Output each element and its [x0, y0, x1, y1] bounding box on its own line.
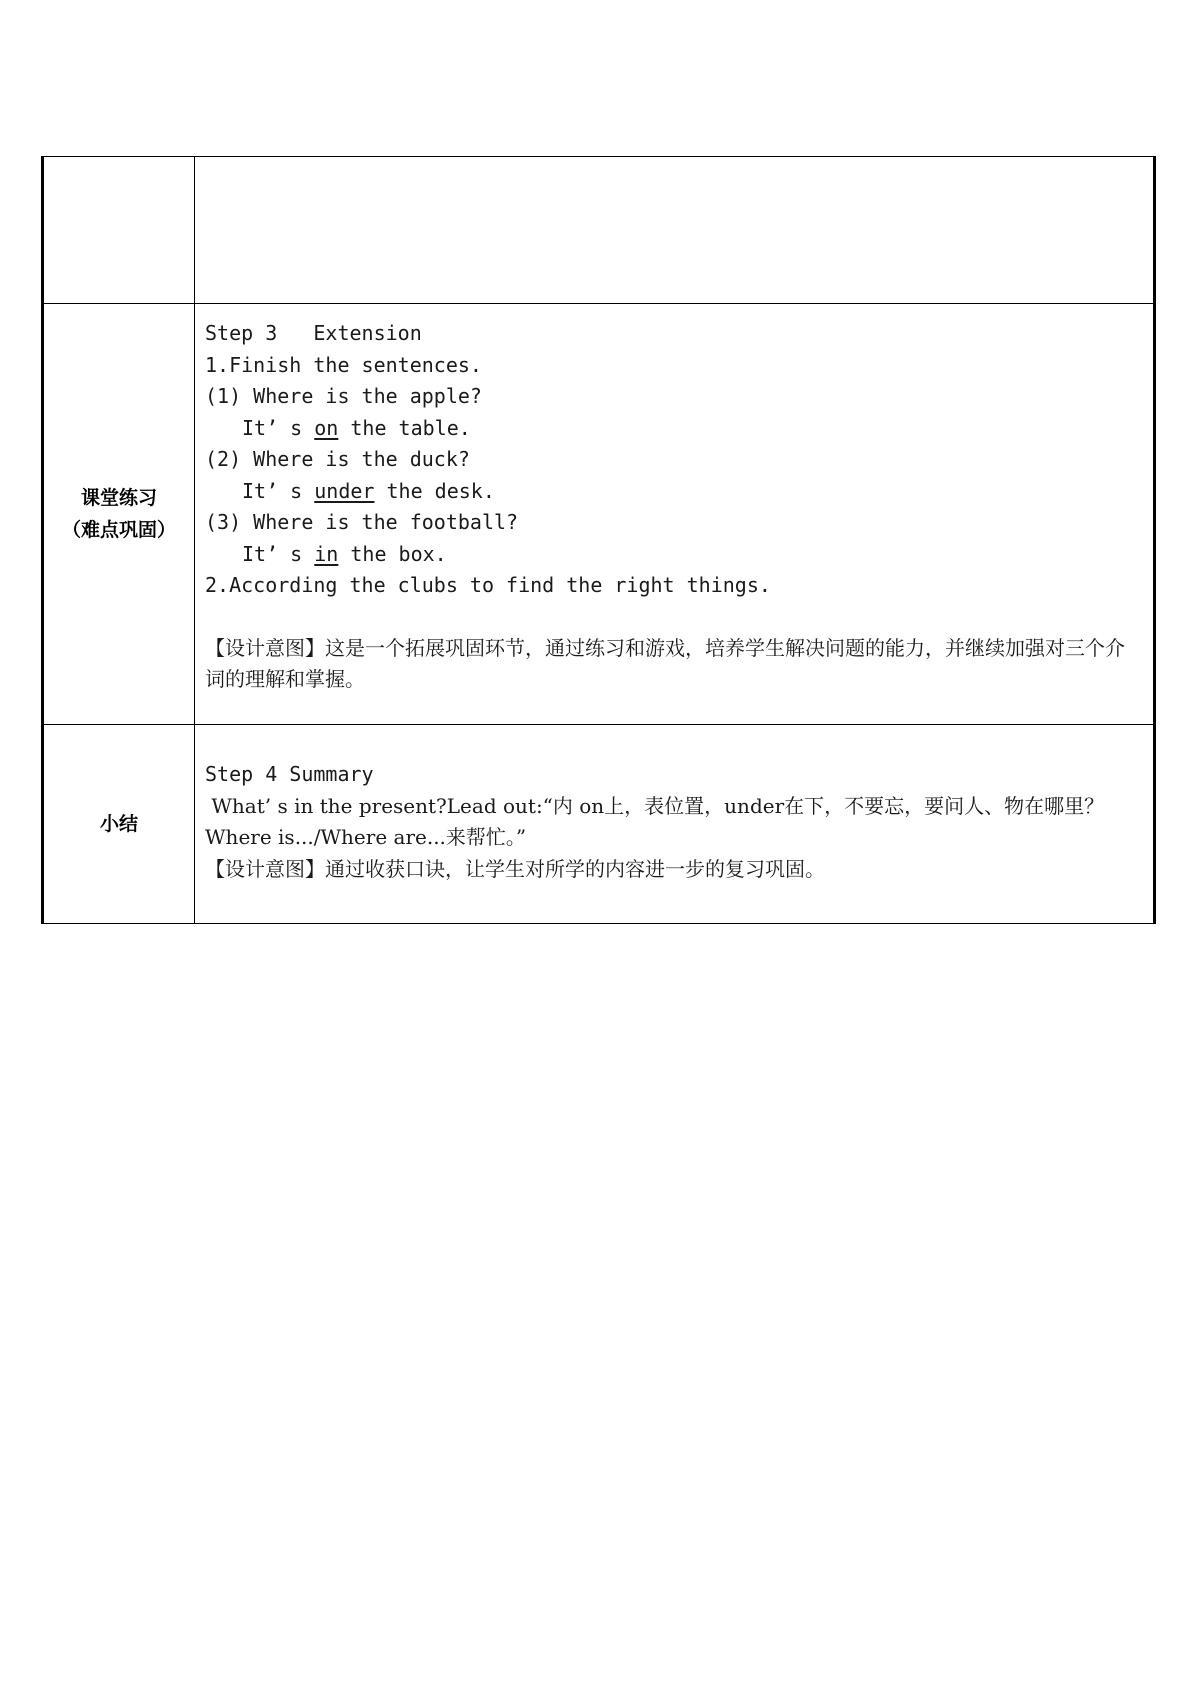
answer-2 [205, 476, 1143, 508]
spacer [205, 602, 1143, 633]
label-practice-line1: 课堂练习 [80, 487, 157, 509]
table-row [43, 157, 1155, 304]
row-label-empty [43, 157, 195, 304]
answer-3 [205, 539, 1143, 571]
table-row [43, 304, 1155, 725]
answer-3-post: the box. [338, 541, 447, 566]
question-1: (1) Where is the apple? [205, 384, 482, 408]
question-3: (3) Where is the football? [205, 510, 519, 534]
task2-text: 2.According the clubs to find the right things. [205, 573, 771, 597]
row-label-summary: 小结 [43, 725, 195, 924]
answer-1-pre: It’ s [242, 415, 315, 440]
design-intent-practice: 【设计意图】这是一个拓展巩固环节，通过练习和游戏，培养学生解决问题的能力，并继续加强对三个介词的理解和掌握。 [205, 635, 1125, 691]
lesson-plan-table [41, 156, 1156, 924]
summary-text: What’ s in the present?Lead out:“内 on上，表位置，under在下，不要忘，要问人、物在哪里？Where is.../Where are...来帮忙。” [205, 793, 1105, 849]
design-intent-summary: 【设计意图】通过收获口诀，让学生对所学的内容进一步的复习巩固。 [205, 856, 825, 881]
answer-3-blank: in [314, 541, 339, 566]
answer-2-pre: It’ s [242, 478, 315, 503]
row-content-empty [195, 157, 1155, 304]
task1-text: 1.Finish the sentences. [205, 352, 482, 377]
row-label-practice [43, 304, 195, 725]
answer-2-post: the desk. [374, 478, 495, 503]
question-2: (2) Where is the duck? [205, 447, 470, 471]
row-content-summary [195, 725, 1155, 924]
answer-1-blank: on [314, 415, 339, 440]
label-practice-line2: （难点巩固） [61, 519, 176, 541]
answer-1-post: the table. [338, 415, 471, 440]
step3-title: Step 3 Extension [205, 321, 422, 345]
step4-title: Step 4 Summary [205, 762, 374, 786]
answer-3-pre: It’ s [242, 541, 315, 566]
answer-1 [205, 413, 1143, 445]
answer-2-blank: under [314, 478, 375, 503]
table-row [43, 725, 1155, 924]
row-content-practice [195, 304, 1155, 725]
